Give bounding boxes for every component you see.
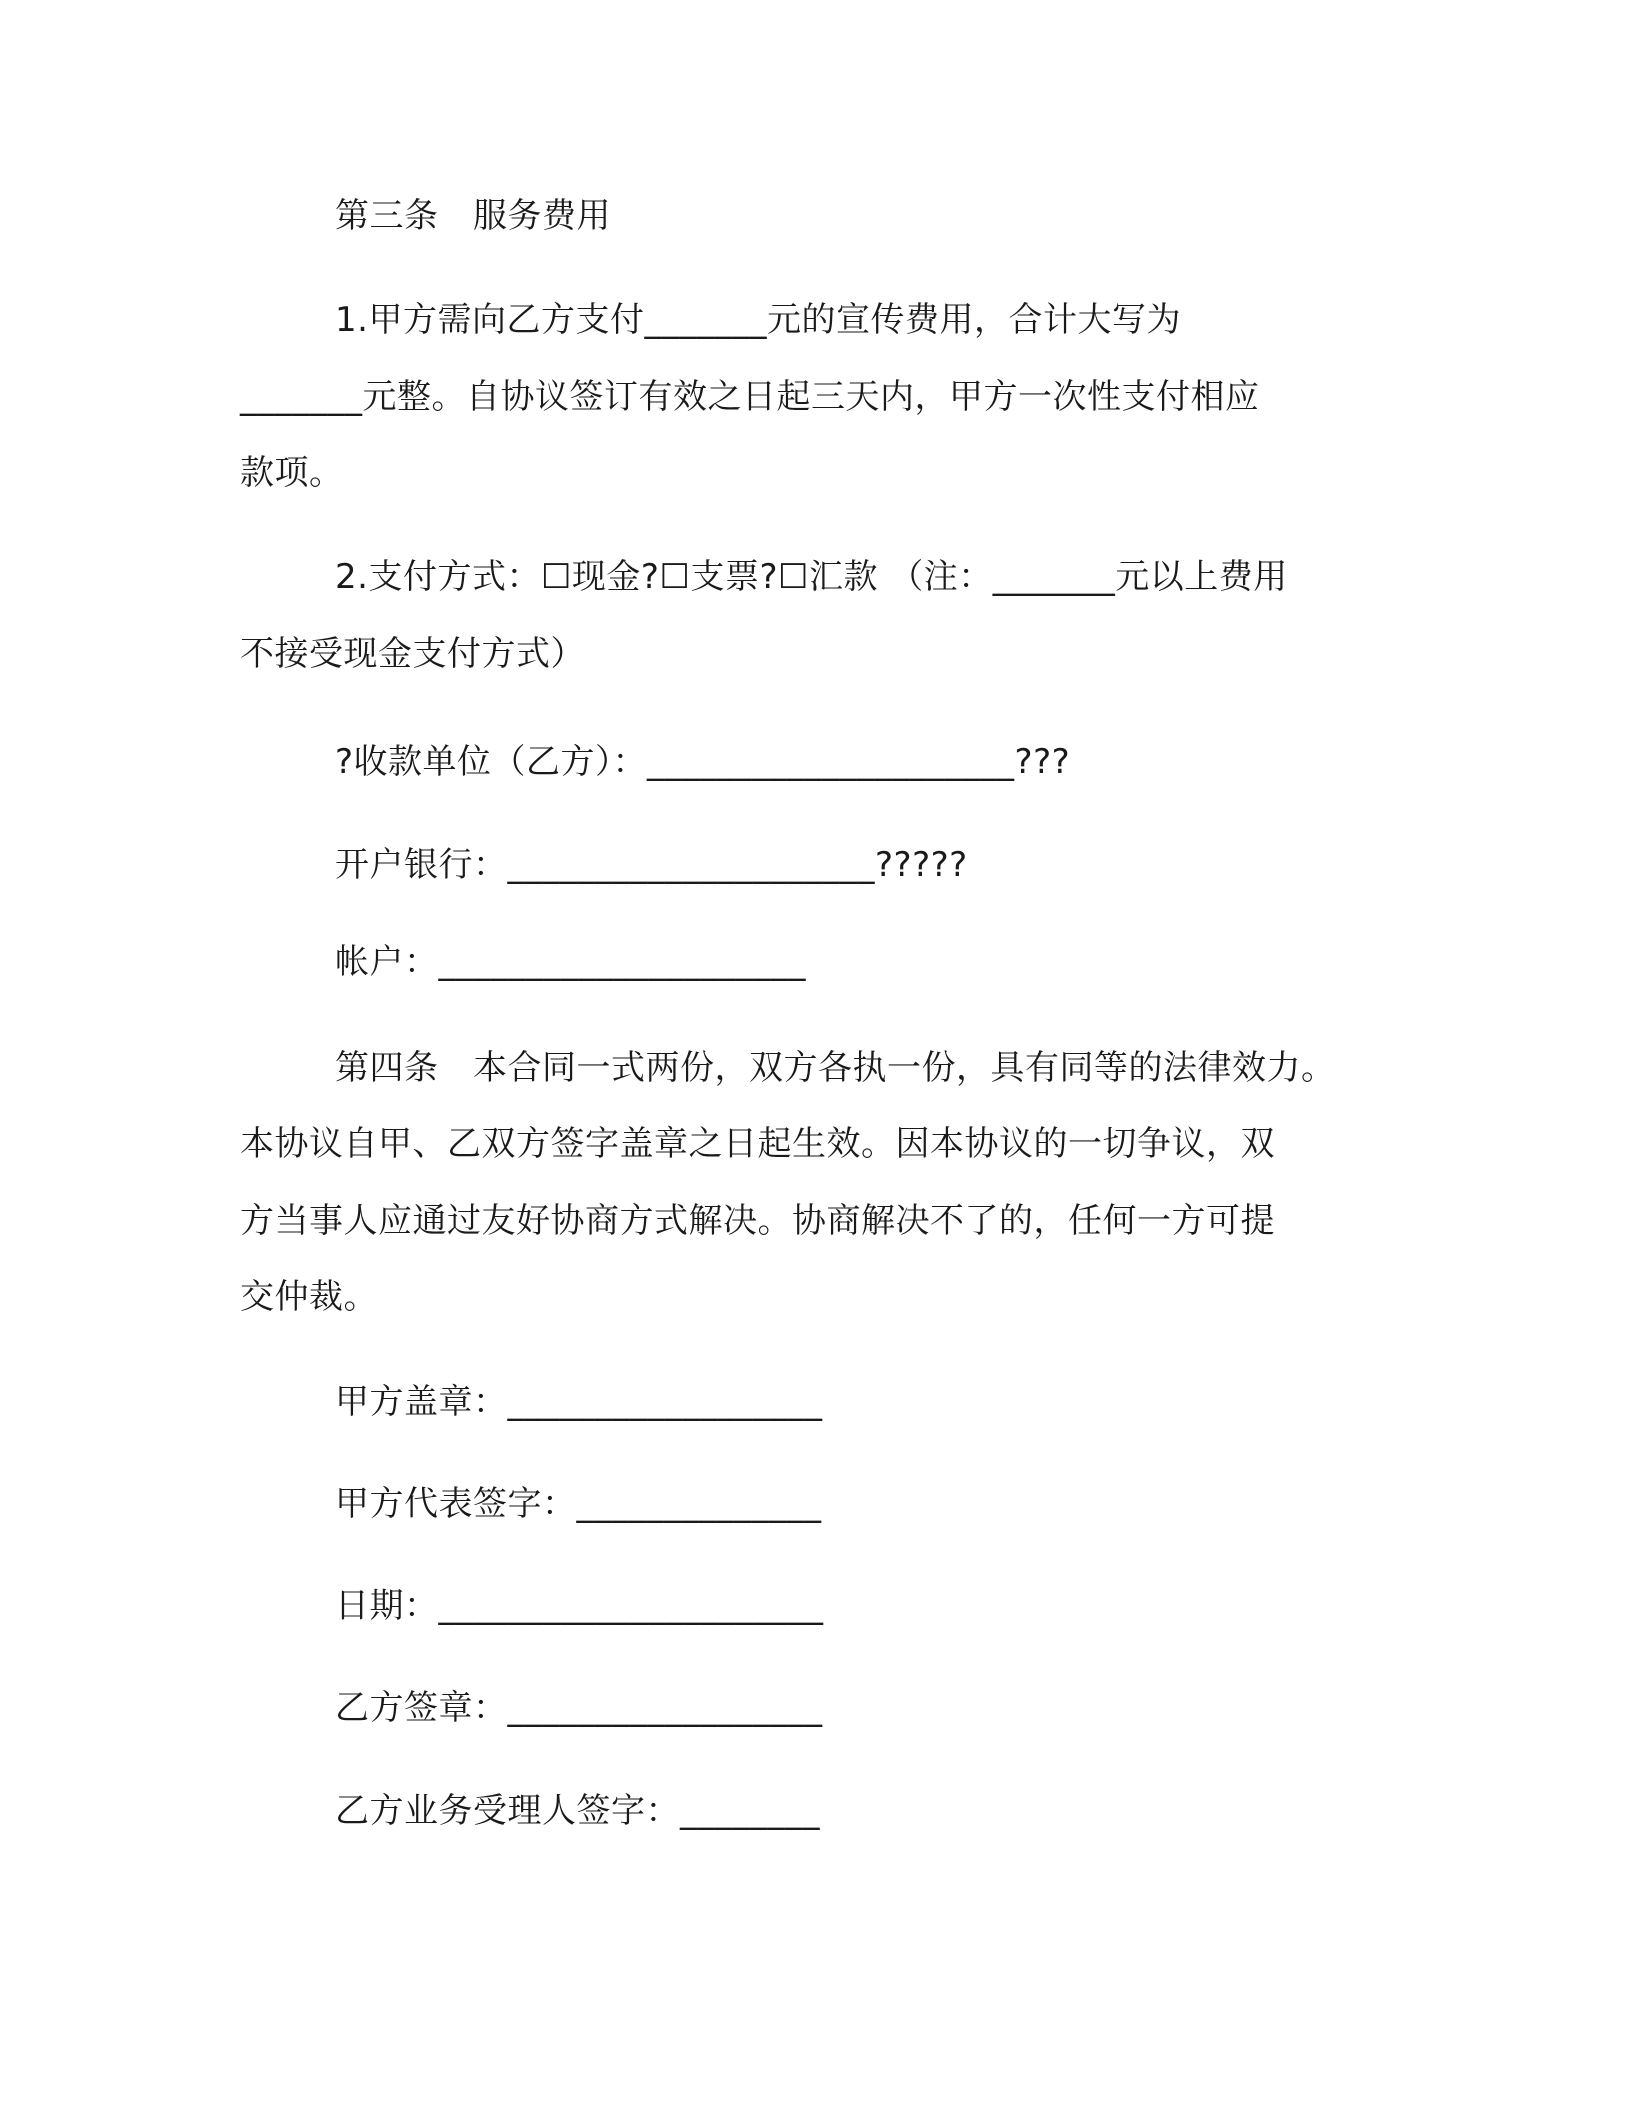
party-b-agent-sign-field: 乙方业务受理人签字：________ — [335, 1791, 820, 1831]
article3-p1-line2: _______元整。自协议签订有效之日起三天内，甲方一次性支付相应 — [240, 377, 1260, 417]
party-b-seal-field: 乙方签章：__________________ — [335, 1688, 823, 1728]
bank-field: 开户银行：_____________________????? — [335, 845, 968, 885]
party-a-seal-field: 甲方盖章：__________________ — [335, 1382, 823, 1422]
article4-line3: 方当事人应通过友好协商方式解决。协商解决不了的，任何一方可提 — [240, 1201, 1275, 1241]
party-a-rep-sign-field: 甲方代表签字：______________ — [335, 1484, 822, 1524]
article3-p2-line2: 不接受现金支付方式） — [240, 634, 585, 674]
account-field: 帐户：_____________________ — [335, 942, 806, 982]
article3-heading: 第三条 服务费用 — [335, 196, 611, 236]
article3-p2-line1: 2.支付方式：☐现金?☐支票?☐汇款 （注：_______元以上费用 — [335, 557, 1288, 597]
article4-line2: 本协议自甲、乙双方签字盖章之日起生效。因本协议的一切争议，双 — [240, 1124, 1275, 1164]
article3-p1-line3: 款项。 — [240, 453, 344, 493]
payee-field: ?收款单位（乙方）：_____________________??? — [335, 742, 1071, 782]
article4-line1: 第四条 本合同一式两份，双方各执一份，具有同等的法律效力。 — [335, 1048, 1336, 1088]
article4-line4: 交仲裁。 — [240, 1277, 378, 1317]
date-field: 日期：______________________ — [335, 1586, 824, 1626]
article3-p1-line1: 1.甲方需向乙方支付_______元的宣传费用，合计大写为 — [335, 300, 1181, 340]
